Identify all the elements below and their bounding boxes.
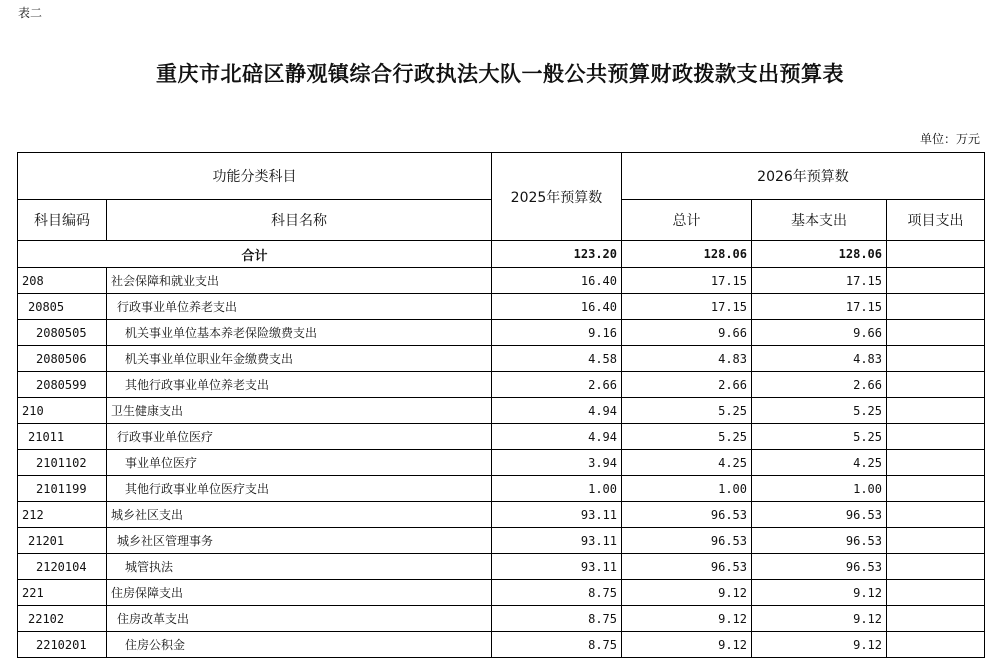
cell-budget-2025: 2.66: [492, 372, 622, 398]
cell-code: 2120104: [18, 554, 107, 580]
cell-budget-2025: 8.75: [492, 606, 622, 632]
cell-project-2026: [887, 554, 985, 580]
table-tag: 表二: [18, 6, 43, 20]
cell-total-2026: 9.12: [622, 606, 752, 632]
cell-total-2026: 9.12: [622, 580, 752, 606]
cell-basic-2026: 9.12: [752, 632, 887, 658]
total-label: 合计: [18, 241, 492, 268]
header-project: 项目支出: [887, 200, 985, 241]
cell-project-2026: [887, 372, 985, 398]
cell-total-2026: 96.53: [622, 554, 752, 580]
cell-basic-2026: 96.53: [752, 554, 887, 580]
cell-budget-2025: 3.94: [492, 450, 622, 476]
cell-budget-2025: 4.94: [492, 398, 622, 424]
cell-code: 208: [18, 268, 107, 294]
cell-code: 2210201: [18, 632, 107, 658]
budget-table: [17, 152, 985, 658]
header-code: 科目编码: [18, 200, 107, 241]
cell-total-2026: 4.25: [622, 450, 752, 476]
cell-name: 住房保障支出: [107, 580, 492, 606]
cell-project-2026: [887, 398, 985, 424]
cell-name: 住房改革支出: [107, 606, 492, 632]
table-row: [18, 580, 985, 606]
header-total: 总计: [622, 200, 752, 241]
cell-project-2026: [887, 476, 985, 502]
cell-code: 2101199: [18, 476, 107, 502]
header-budget-2025: 2025年预算数: [492, 153, 622, 241]
header-function-class: 功能分类科目: [18, 153, 492, 200]
table-row: [18, 528, 985, 554]
cell-budget-2025: 93.11: [492, 554, 622, 580]
table-row: [18, 268, 985, 294]
cell-total-2026: 17.15: [622, 268, 752, 294]
cell-budget-2025: 93.11: [492, 502, 622, 528]
total-total-2026: 128.06: [622, 241, 752, 268]
cell-budget-2025: 4.94: [492, 424, 622, 450]
cell-code: 2080506: [18, 346, 107, 372]
cell-name: 行政事业单位医疗: [107, 424, 492, 450]
cell-project-2026: [887, 632, 985, 658]
cell-basic-2026: 2.66: [752, 372, 887, 398]
header-name: 科目名称: [107, 200, 492, 241]
cell-project-2026: [887, 606, 985, 632]
table-row: [18, 476, 985, 502]
cell-code: 21201: [18, 528, 107, 554]
cell-basic-2026: 5.25: [752, 424, 887, 450]
cell-budget-2025: 16.40: [492, 268, 622, 294]
header-budget-2026: 2026年预算数: [622, 153, 985, 200]
cell-budget-2025: 8.75: [492, 580, 622, 606]
cell-name: 卫生健康支出: [107, 398, 492, 424]
cell-name: 机关事业单位职业年金缴费支出: [107, 346, 492, 372]
cell-total-2026: 17.15: [622, 294, 752, 320]
table-row: [18, 346, 985, 372]
cell-project-2026: [887, 268, 985, 294]
cell-name: 城管执法: [107, 554, 492, 580]
header-basic: 基本支出: [752, 200, 887, 241]
cell-basic-2026: 4.25: [752, 450, 887, 476]
header-row-1: [18, 153, 985, 200]
cell-code: 2101102: [18, 450, 107, 476]
cell-code: 221: [18, 580, 107, 606]
cell-budget-2025: 93.11: [492, 528, 622, 554]
cell-code: 20805: [18, 294, 107, 320]
cell-basic-2026: 9.12: [752, 580, 887, 606]
cell-basic-2026: 9.12: [752, 606, 887, 632]
table-row: [18, 502, 985, 528]
cell-total-2026: 5.25: [622, 398, 752, 424]
cell-total-2026: 1.00: [622, 476, 752, 502]
table-row: [18, 372, 985, 398]
table-row: [18, 294, 985, 320]
cell-total-2026: 2.66: [622, 372, 752, 398]
cell-name: 行政事业单位养老支出: [107, 294, 492, 320]
total-row: [18, 241, 985, 268]
table-row: [18, 424, 985, 450]
cell-project-2026: [887, 580, 985, 606]
table-row: [18, 606, 985, 632]
cell-name: 事业单位医疗: [107, 450, 492, 476]
cell-name: 其他行政事业单位养老支出: [107, 372, 492, 398]
cell-total-2026: 5.25: [622, 424, 752, 450]
cell-total-2026: 96.53: [622, 528, 752, 554]
table-row: [18, 554, 985, 580]
cell-code: 22102: [18, 606, 107, 632]
cell-code: 21011: [18, 424, 107, 450]
cell-project-2026: [887, 502, 985, 528]
cell-budget-2025: 1.00: [492, 476, 622, 502]
table-row: [18, 632, 985, 658]
total-project-2026: [887, 241, 985, 268]
cell-project-2026: [887, 320, 985, 346]
cell-budget-2025: 4.58: [492, 346, 622, 372]
cell-total-2026: 4.83: [622, 346, 752, 372]
cell-project-2026: [887, 424, 985, 450]
unit-label: 单位：万元: [919, 132, 980, 146]
cell-basic-2026: 4.83: [752, 346, 887, 372]
cell-code: 2080599: [18, 372, 107, 398]
cell-budget-2025: 9.16: [492, 320, 622, 346]
cell-project-2026: [887, 294, 985, 320]
cell-name: 住房公积金: [107, 632, 492, 658]
cell-total-2026: 96.53: [622, 502, 752, 528]
page-title: 重庆市北碚区静观镇综合行政执法大队一般公共预算财政拨款支出预算表: [156, 61, 844, 86]
cell-project-2026: [887, 346, 985, 372]
cell-budget-2025: 16.40: [492, 294, 622, 320]
table-row: [18, 320, 985, 346]
table-row: [18, 450, 985, 476]
cell-basic-2026: 96.53: [752, 502, 887, 528]
cell-code: 212: [18, 502, 107, 528]
cell-project-2026: [887, 450, 985, 476]
total-budget-2025: 123.20: [492, 241, 622, 268]
cell-basic-2026: 1.00: [752, 476, 887, 502]
cell-name: 社会保障和就业支出: [107, 268, 492, 294]
cell-basic-2026: 17.15: [752, 294, 887, 320]
cell-name: 城乡社区管理事务: [107, 528, 492, 554]
cell-name: 其他行政事业单位医疗支出: [107, 476, 492, 502]
cell-basic-2026: 17.15: [752, 268, 887, 294]
table-row: [18, 398, 985, 424]
total-basic-2026: 128.06: [752, 241, 887, 268]
cell-project-2026: [887, 528, 985, 554]
cell-basic-2026: 9.66: [752, 320, 887, 346]
cell-code: 210: [18, 398, 107, 424]
cell-total-2026: 9.66: [622, 320, 752, 346]
cell-name: 城乡社区支出: [107, 502, 492, 528]
cell-total-2026: 9.12: [622, 632, 752, 658]
cell-basic-2026: 5.25: [752, 398, 887, 424]
cell-budget-2025: 8.75: [492, 632, 622, 658]
cell-code: 2080505: [18, 320, 107, 346]
cell-basic-2026: 96.53: [752, 528, 887, 554]
cell-name: 机关事业单位基本养老保险缴费支出: [107, 320, 492, 346]
